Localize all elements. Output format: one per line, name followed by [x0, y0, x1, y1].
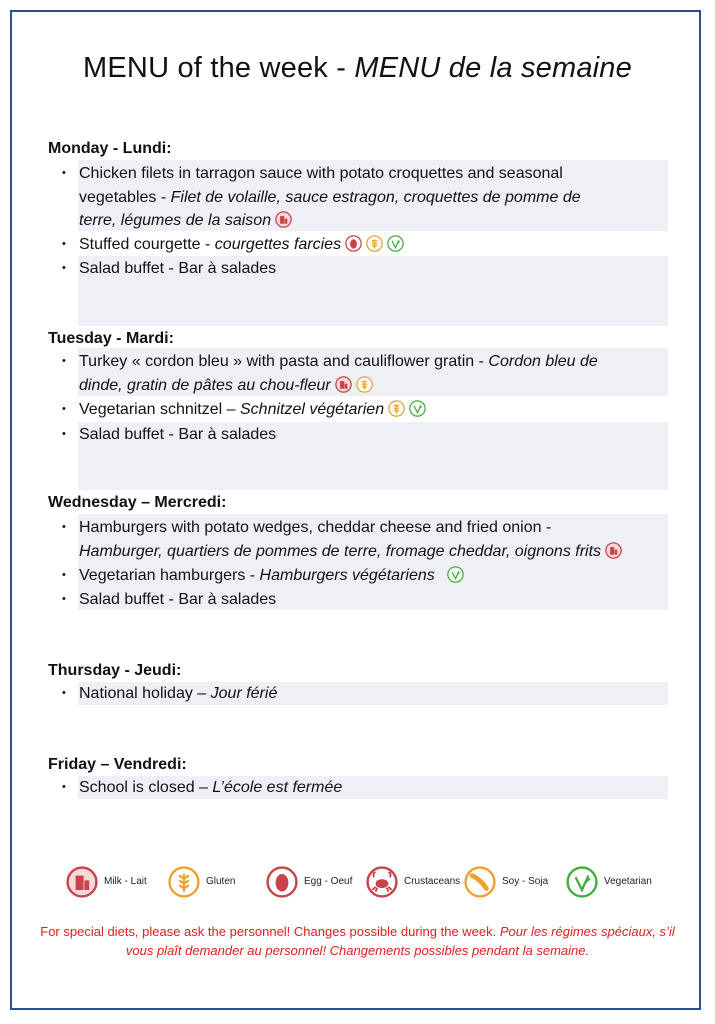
legend-item-soy: [464, 866, 549, 898]
gluten-icon: [388, 400, 405, 417]
day-heading-wednesday: Wednesday – Mercredi:: [48, 494, 227, 511]
bullet: •: [62, 687, 66, 699]
milk-icon: [335, 376, 352, 393]
day-heading-tuesday: Tuesday - Mardi:: [48, 330, 174, 347]
bullet: •: [62, 593, 66, 605]
gluten-icon: [356, 376, 373, 393]
item-text-en: Salad buffet - Bar à salades: [79, 426, 277, 443]
day-heading-thursday: Thursday - Jeudi:: [48, 662, 182, 679]
menu-item: [62, 350, 672, 398]
bullet: •: [62, 569, 66, 581]
item-text-fr: courgettes farcies: [214, 236, 342, 253]
legend-label: Crustaceans: [404, 876, 461, 887]
milk-icon: [66, 866, 98, 898]
menu-item: [62, 162, 672, 234]
title-french: MENU de la semaine: [354, 52, 632, 84]
item-text-fr: terre, légumes de la saison: [79, 212, 272, 229]
bullet: •: [62, 428, 66, 440]
legend-item-milk: [66, 866, 147, 898]
item-text-en: vegetables -: [79, 188, 171, 206]
vegetarian-icon: [566, 866, 598, 898]
item-text-en: Vegetarian schnitzel –: [79, 401, 240, 418]
item-text-fr: dinde, gratin de pâtes au chou-fleur: [79, 376, 331, 394]
bullet: •: [62, 238, 66, 250]
vegetarian-icon: [447, 566, 464, 583]
legend-label: Egg - Oeuf: [304, 876, 353, 887]
bullet: •: [62, 403, 66, 415]
item-text-fr: Hamburgers végétariens: [259, 567, 435, 584]
vegetarian-icon: [387, 235, 404, 252]
vegetarian-icon: [409, 400, 426, 417]
item-text-fr: Jour férié: [210, 685, 278, 702]
egg-icon: [345, 235, 362, 252]
item-text-fr: Schnitzel végétarien: [240, 401, 385, 418]
item-text-en: Hamburgers with potato wedges, cheddar cheese and fried onion -: [79, 519, 552, 536]
legend-label: Gluten: [206, 876, 236, 887]
menu-item: [62, 516, 672, 564]
title-english: MENU of the week -: [83, 52, 355, 84]
bullet: •: [62, 781, 66, 793]
bullet: •: [62, 167, 66, 179]
legend-item-egg: [266, 866, 353, 898]
footer-text-en: For special diets, please ask the personnel! Changes possible during the week.: [40, 924, 500, 939]
item-text-en: National holiday –: [79, 685, 211, 702]
item-text-fr: Cordon bleu de: [488, 353, 598, 370]
legend-label: Vegetarian: [604, 876, 652, 887]
crustacean-icon: [366, 866, 398, 898]
item-text-en: Vegetarian hamburgers -: [79, 567, 260, 584]
allergen-legend: [0, 866, 715, 898]
soy-icon: [464, 866, 496, 898]
item-text-en: School is closed –: [79, 779, 213, 796]
item-text-en: Salad buffet - Bar à salades: [79, 591, 277, 608]
item-text-fr: Filet de volaille, sauce estragon, croquettes de pomme de: [170, 188, 581, 206]
day-heading-friday: Friday – Vendredi:: [48, 756, 187, 773]
menu-item: [62, 776, 672, 800]
page-title: [0, 52, 715, 85]
bullet: •: [62, 355, 66, 367]
footer-text-fr: Pour les régimes spéciaux, s’il vous plaît demander au personnel! Changements possibles pendant la semaine.: [125, 924, 675, 958]
bullet: •: [62, 521, 66, 533]
menu-item: [62, 588, 672, 612]
bullet: •: [62, 262, 66, 274]
legend-item-crustaceans: [366, 866, 461, 898]
menu-item: [62, 682, 672, 706]
item-text-en: Chicken filets in tarragon sauce with potato croquettes and seasonal: [79, 165, 563, 182]
milk-icon: [605, 542, 622, 559]
item-text-en: Salad buffet - Bar à salades: [79, 260, 277, 277]
menu-item: [62, 423, 672, 447]
gluten-icon: [168, 866, 200, 898]
day-heading-monday: Monday - Lundi:: [48, 140, 172, 157]
menu-item: [62, 564, 672, 588]
menu-item: [62, 257, 672, 281]
legend-label: Milk - Lait: [104, 876, 147, 887]
item-text-en: Stuffed courgette -: [79, 236, 215, 253]
item-text-fr: Hamburger, quartiers de pommes de terre, fromage cheddar, oignons frits: [79, 542, 602, 560]
legend-label: Soy - Soja: [502, 876, 549, 887]
menu-item: [62, 398, 672, 422]
item-text-fr: L’école est fermée: [212, 779, 343, 796]
gluten-icon: [366, 235, 383, 252]
footer-notice: [40, 922, 675, 960]
legend-item-gluten: [168, 866, 236, 898]
menu-item: [62, 233, 672, 257]
egg-icon: [266, 866, 298, 898]
item-text-en: Turkey « cordon bleu » with pasta and cauliflower gratin -: [79, 353, 489, 370]
milk-icon: [275, 211, 292, 228]
legend-item-vegetarian: [566, 866, 652, 898]
